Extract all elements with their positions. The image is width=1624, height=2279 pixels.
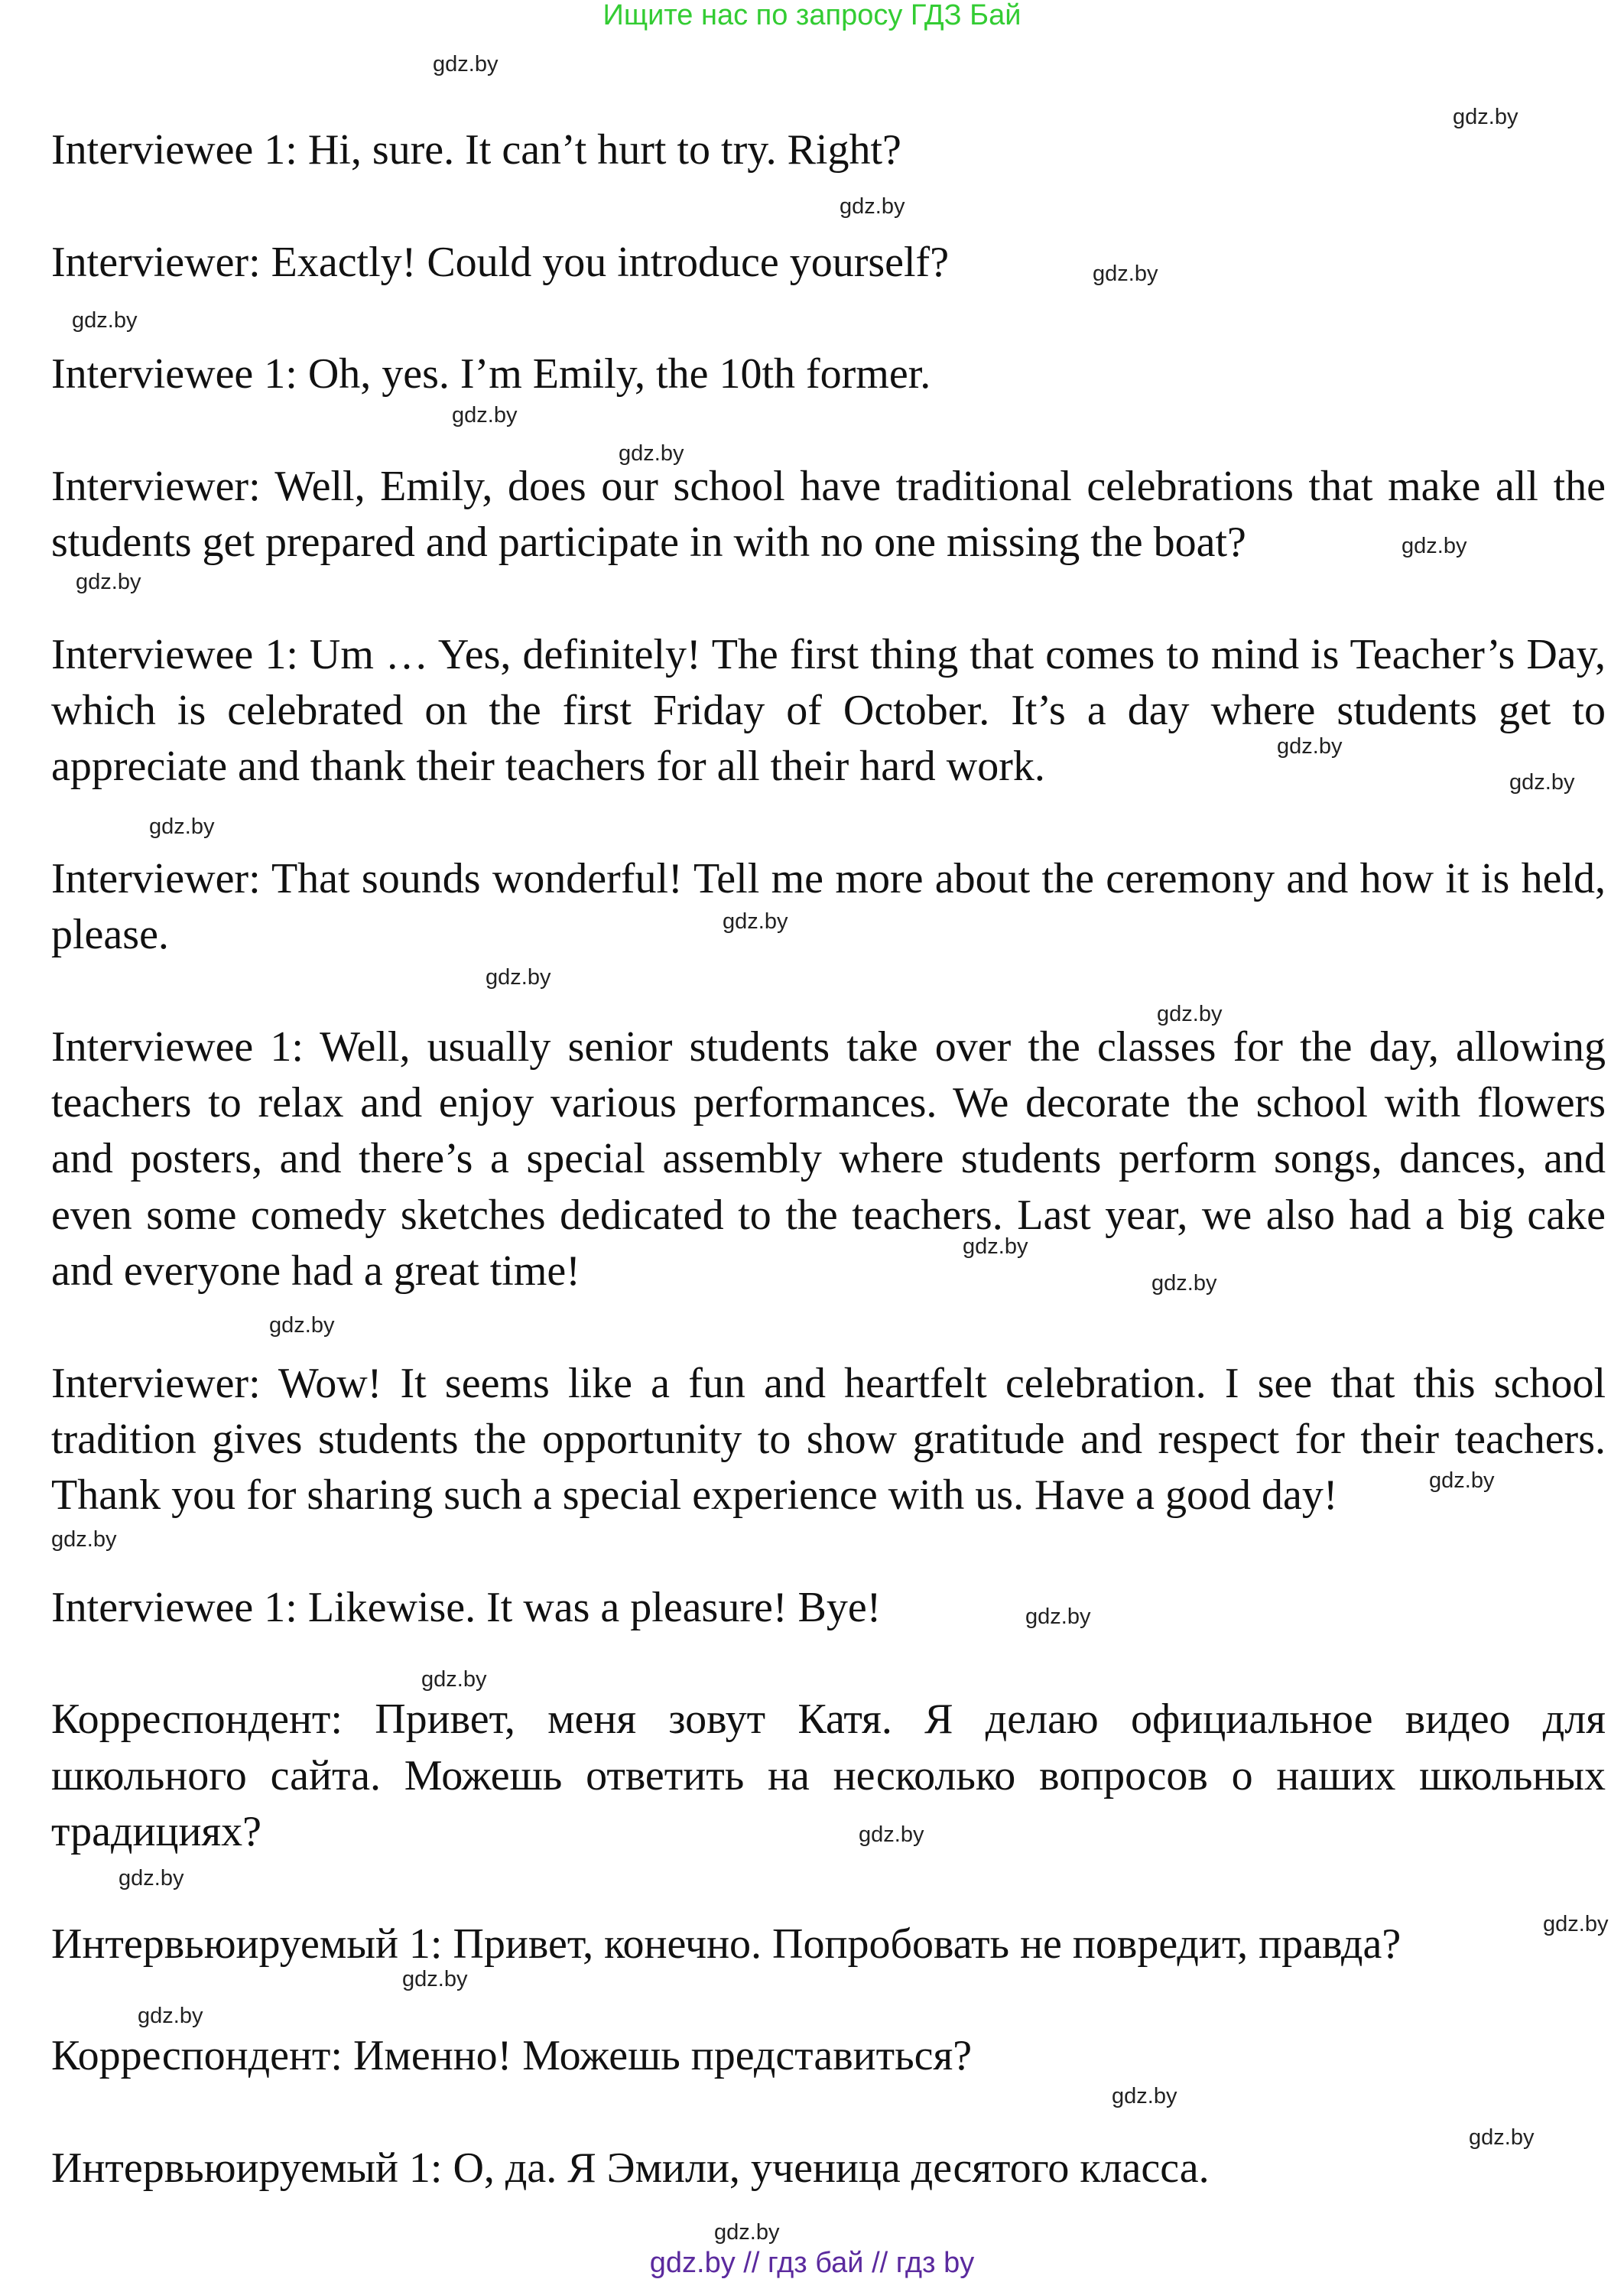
dialogue-paragraph: Interviewer: Well, Emily, does our school have traditional celebrations that make all the students get prepared and participate in with no one missing the boat?: [51, 462, 1606, 567]
watermark: gdz.by: [1277, 734, 1343, 759]
watermark: gdz.by: [138, 2004, 203, 2028]
dialogue-paragraph: Interviewee 1: Um … Yes, definitely! The first thing that comes to mind is Teacher’s Day, which is celebrated on the first Friday of October. It’s a day where students get to appreciate and thank their teachers for all their hard work.: [51, 630, 1606, 791]
dialogue-paragraph: Interviewee 1: Well, usually senior students take over the classes for the day, allowing teachers to relax and enjoy various performances. We decorate the school with flowers and posters, and there’s a special assembly where students perform songs, dances, and even some comedy sketches dedicated to the teachers. Last year, we also had a big cake and everyone had a great time!: [51, 1022, 1606, 1295]
watermark: gdz.by: [486, 965, 551, 990]
watermark: gdz.by: [72, 308, 138, 333]
watermark: gdz.by: [1453, 105, 1518, 129]
watermark: gdz.by: [1025, 1604, 1091, 1629]
dialogue-paragraph: Interviewee 1: Oh, yes. I’m Emily, the 10th former.: [51, 350, 931, 398]
watermark: gdz.by: [1157, 1002, 1223, 1026]
watermark: gdz.by: [51, 1527, 117, 1552]
dialogue-paragraph: Interviewer: That sounds wonderful! Tell me more about the ceremony and how it is held, please.: [51, 854, 1606, 959]
watermark: gdz.by: [859, 1822, 924, 1847]
watermark: gdz.by: [1509, 770, 1575, 795]
watermark: gdz.by: [1112, 2084, 1177, 2108]
search-banner: Ищите нас по запросу ГДЗ Бай: [603, 0, 1021, 31]
watermark: gdz.by: [119, 1866, 184, 1890]
watermark: gdz.by: [714, 2220, 780, 2245]
dialogue-paragraph: Interviewee 1: Hi, sure. It can’t hurt to try. Right?: [51, 126, 901, 174]
dialogue-paragraph: Интервьюируемый 1: Привет, конечно. Попробовать не повредит, правда?: [51, 1920, 1402, 1968]
watermark: gdz.by: [619, 441, 684, 466]
watermark: gdz.by: [433, 52, 499, 76]
watermark: gdz.by: [452, 403, 518, 428]
dialogue-paragraph: Interviewee 1: Likewise. It was a pleasure! Bye!: [51, 1583, 882, 1631]
dialogue-paragraph: Interviewer: Exactly! Could you introduce yourself?: [51, 238, 950, 286]
dialogue-paragraph: Интервьюируемый 1: О, да. Я Эмили, ученица десятого класса.: [51, 2144, 1210, 2192]
watermark: gdz.by: [402, 1967, 468, 1991]
watermark: gdz.by: [1543, 1912, 1609, 1936]
watermark: gdz.by: [1151, 1271, 1217, 1296]
dialogue-paragraph: Корреспондент: Именно! Можешь представиться?: [51, 2032, 973, 2080]
watermark: gdz.by: [1469, 2125, 1535, 2150]
watermark: gdz.by: [1093, 262, 1158, 286]
watermark: gdz.by: [723, 909, 788, 934]
watermark: gdz.by: [963, 1234, 1028, 1259]
watermark: gdz.by: [840, 194, 905, 219]
watermark: gdz.by: [269, 1313, 335, 1338]
watermark: gdz.by: [1429, 1468, 1495, 1493]
dialogue-paragraph: Корреспондент: Привет, меня зовут Катя. Я делаю официальное видео для школьного сайта. Можешь ответить на несколько вопросов о наших школьных традициях?: [51, 1695, 1606, 1855]
watermark: gdz.by: [76, 570, 141, 594]
footer-links[interactable]: gdz.by // гдз бай // гдз by: [649, 2247, 975, 2279]
watermark: gdz.by: [421, 1667, 487, 1692]
document-body: [51, 122, 1609, 2252]
watermark: gdz.by: [149, 814, 215, 839]
dialogue-paragraph: Interviewer: Wow! It seems like a fun and heartfelt celebration. I see that this school tradition gives students the opportunity to show gratitude and respect for their teachers. Thank you for sharing such a special experience with us. Have a good day!: [51, 1359, 1606, 1520]
watermark: gdz.by: [1402, 534, 1467, 558]
